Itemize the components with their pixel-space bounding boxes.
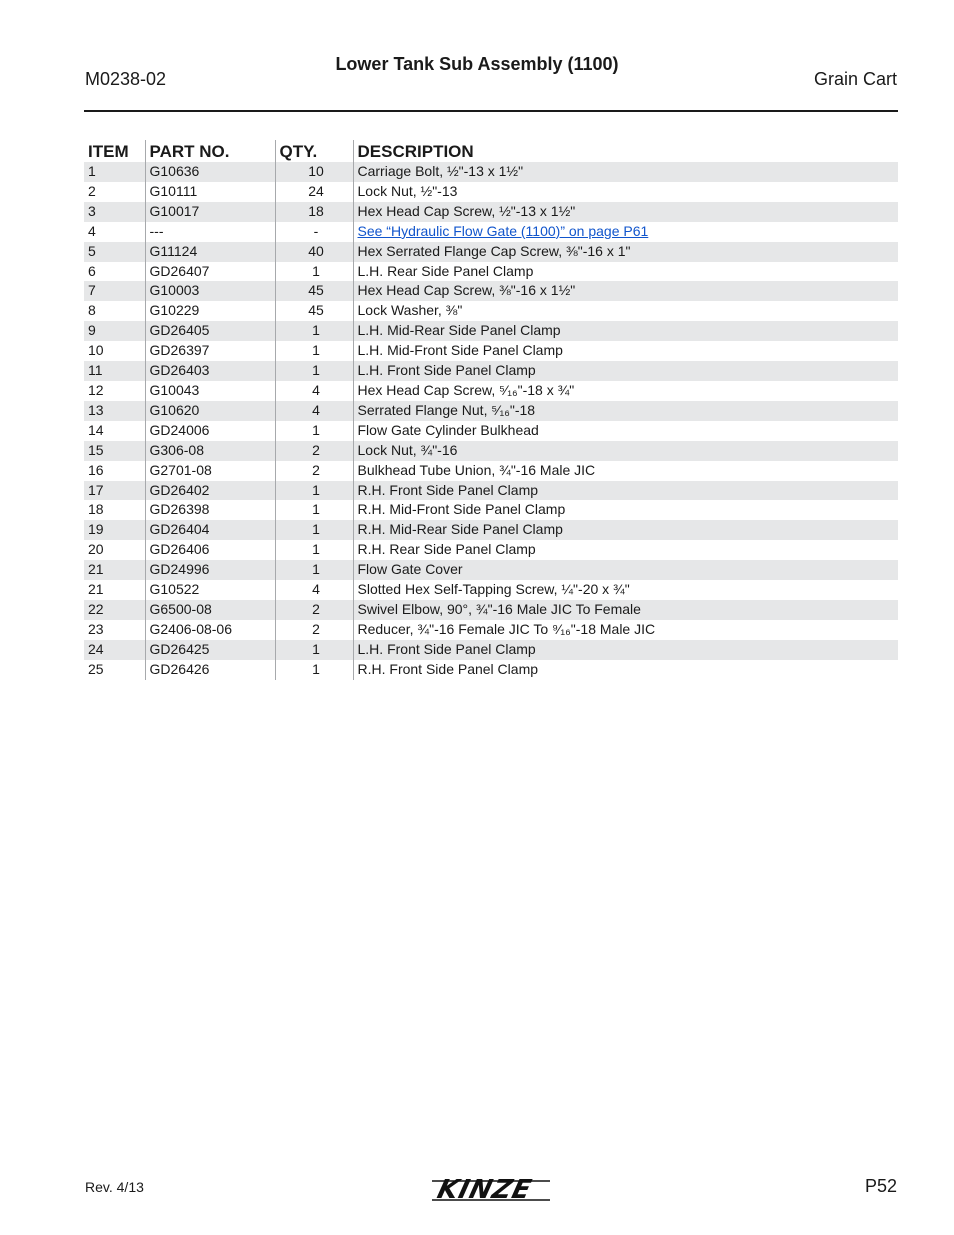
table-row	[84, 162, 898, 182]
cell-description: R.H. Front Side Panel Clamp	[353, 660, 898, 680]
cell-description: Lock Washer, ⅜"	[353, 301, 898, 321]
table-row	[84, 640, 898, 660]
cell-item: 7	[84, 281, 145, 301]
table-row	[84, 481, 898, 501]
cell-qty: 2	[275, 600, 353, 620]
cell-qty: 1	[275, 361, 353, 381]
cell-qty: 4	[275, 580, 353, 600]
table-row	[84, 242, 898, 262]
table-row	[84, 301, 898, 321]
cell-description: Serrated Flange Nut, ⁵⁄₁₆"-18	[353, 401, 898, 421]
cell-qty: 45	[275, 301, 353, 321]
cell-description: Hex Head Cap Screw, ½"-13 x 1½"	[353, 202, 898, 222]
table-row	[84, 600, 898, 620]
cell-qty: 1	[275, 640, 353, 660]
col-header-part-no: PART NO.	[145, 140, 275, 162]
cell-description: Hex Head Cap Screw, ⅜"-16 x 1½"	[353, 281, 898, 301]
cell-item: 22	[84, 600, 145, 620]
cell-description: L.H. Rear Side Panel Clamp	[353, 262, 898, 282]
cell-part-no: GD26425	[145, 640, 275, 660]
cell-qty: 24	[275, 182, 353, 202]
cell-description: Hex Head Cap Screw, ⁵⁄₁₆"-18 x ¾"	[353, 381, 898, 401]
cell-description: Lock Nut, ¾"-16	[353, 441, 898, 461]
cell-qty: 40	[275, 242, 353, 262]
cell-part-no: G10620	[145, 401, 275, 421]
cell-qty: -	[275, 222, 353, 242]
cell-item: 19	[84, 520, 145, 540]
cell-qty: 10	[275, 162, 353, 182]
cell-item: 1	[84, 162, 145, 182]
table-header-row	[84, 140, 898, 162]
table-row	[84, 321, 898, 341]
cell-description: Hex Serrated Flange Cap Screw, ⅜"-16 x 1"	[353, 242, 898, 262]
cell-item: 3	[84, 202, 145, 222]
cell-description: L.H. Mid-Rear Side Panel Clamp	[353, 321, 898, 341]
cell-part-no: GD26398	[145, 500, 275, 520]
cell-part-no: G2406-08-06	[145, 620, 275, 640]
cell-part-no: G10229	[145, 301, 275, 321]
cell-description: R.H. Mid-Rear Side Panel Clamp	[353, 520, 898, 540]
cell-qty: 2	[275, 620, 353, 640]
cell-qty: 4	[275, 381, 353, 401]
table-row	[84, 540, 898, 560]
table-row	[84, 281, 898, 301]
cell-item: 4	[88, 222, 96, 239]
table-row	[84, 401, 898, 421]
cell-part-no: G11124	[145, 242, 275, 262]
cell-item: 16	[88, 461, 104, 478]
table-row	[84, 441, 898, 461]
cell-part-no: GD26406	[145, 540, 275, 560]
cell-part-no: GD26407	[145, 262, 275, 282]
col-header-description: DESCRIPTION	[353, 140, 898, 162]
cell-qty: 1	[275, 321, 353, 341]
table-row	[84, 202, 898, 222]
table-row	[84, 560, 898, 580]
table-row	[84, 381, 898, 401]
revision-label: Rev. 4/13	[85, 1179, 144, 1195]
cell-part-no: G2701-08	[145, 461, 275, 481]
cell-qty: 1	[275, 341, 353, 361]
cell-description: L.H. Front Side Panel Clamp	[353, 361, 898, 381]
cell-part-no: GD26397	[145, 341, 275, 361]
table-row	[84, 620, 898, 640]
cell-qty: 1	[275, 421, 353, 441]
cell-item: 20	[88, 541, 104, 558]
cell-qty: 1	[275, 560, 353, 580]
cell-qty: 45	[275, 281, 353, 301]
table-row	[84, 500, 898, 520]
cell-qty: 1	[275, 262, 353, 282]
cell-part-no: GD26404	[145, 520, 275, 540]
cell-item: 24	[84, 640, 145, 660]
header-rule	[84, 110, 898, 112]
cell-qty: 2	[275, 441, 353, 461]
parts-table-body	[84, 162, 898, 680]
cell-item: 25	[88, 660, 104, 677]
cell-description: Carriage Bolt, ½"-13 x 1½"	[353, 162, 898, 182]
cell-item: 11	[84, 361, 145, 381]
cell-description: L.H. Mid-Front Side Panel Clamp	[353, 341, 898, 361]
cell-part-no: G10003	[145, 281, 275, 301]
cell-part-no: G10043	[145, 381, 275, 401]
page-number: P52	[864, 1176, 897, 1196]
table-row	[84, 421, 898, 441]
doc-number: M0238-02	[85, 69, 167, 89]
cell-qty: 18	[275, 202, 353, 222]
cell-part-no: G10017	[145, 202, 275, 222]
cell-description: R.H. Mid-Front Side Panel Clamp	[353, 500, 898, 520]
cell-qty: 2	[275, 461, 353, 481]
table-row	[84, 341, 898, 361]
table-row	[84, 580, 898, 600]
table-row	[84, 361, 898, 381]
cell-item: 18	[88, 501, 104, 518]
cell-part-no: G10111	[145, 182, 275, 202]
table-row	[84, 520, 898, 540]
cell-part-no: ---	[145, 222, 275, 242]
cell-item: 10	[88, 342, 104, 359]
cell-item: 5	[84, 242, 145, 262]
cross-reference-link[interactable]: See “Hydraulic Flow Gate (1100)” on page P61	[357, 222, 649, 239]
cell-qty: 1	[275, 540, 353, 560]
cell-qty: 4	[275, 401, 353, 421]
cell-description	[353, 222, 898, 242]
cell-item: 14	[88, 421, 104, 438]
cell-part-no: G306-08	[145, 441, 275, 461]
cell-description: Reducer, ¾"-16 Female JIC To ⁹⁄₁₆"-18 Male JIC	[353, 620, 898, 640]
cell-item: 21	[88, 581, 104, 598]
cell-description: Lock Nut, ½"-13	[353, 182, 898, 202]
cell-part-no: GD26405	[145, 321, 275, 341]
cell-qty: 1	[275, 500, 353, 520]
kinze-logo	[430, 1175, 552, 1205]
cell-part-no: GD24006	[145, 421, 275, 441]
cell-description: R.H. Rear Side Panel Clamp	[353, 540, 898, 560]
cell-part-no: GD26402	[145, 481, 275, 501]
cell-item: 21	[84, 560, 145, 580]
cell-item: 17	[84, 481, 145, 501]
table-row	[84, 182, 898, 202]
cell-qty: 1	[275, 481, 353, 501]
cell-description: Flow Gate Cylinder Bulkhead	[353, 421, 898, 441]
table-row	[84, 222, 898, 242]
cell-item: 12	[88, 381, 104, 398]
col-header-item: ITEM	[88, 142, 129, 161]
product-name: Grain Cart	[813, 69, 897, 89]
cell-item: 23	[88, 620, 104, 637]
cell-description: Bulkhead Tube Union, ¾"-16 Male JIC	[353, 461, 898, 481]
cell-item: 2	[88, 182, 96, 199]
page-title: Lower Tank Sub Assembly (1100)	[335, 54, 619, 74]
table-row	[84, 461, 898, 481]
cell-part-no: G10522	[145, 580, 275, 600]
cell-part-no: G6500-08	[145, 600, 275, 620]
cell-item: 9	[84, 321, 145, 341]
cell-part-no: GD24996	[145, 560, 275, 580]
cell-description: Swivel Elbow, 90°, ¾"-16 Male JIC To Female	[353, 600, 898, 620]
cell-description: R.H. Front Side Panel Clamp	[353, 481, 898, 501]
cell-description: Slotted Hex Self-Tapping Screw, ¼"-20 x ¾"	[353, 580, 898, 600]
cell-item: 15	[84, 441, 145, 461]
cell-qty: 1	[275, 520, 353, 540]
cell-description: Flow Gate Cover	[353, 560, 898, 580]
cell-part-no: G10636	[145, 162, 275, 182]
kinze-logo-text: KINZE	[434, 1175, 535, 1205]
cell-item: 13	[84, 401, 145, 421]
table-row	[84, 262, 898, 282]
cell-item: 8	[88, 302, 96, 319]
cell-item: 6	[88, 262, 96, 279]
cell-description: L.H. Front Side Panel Clamp	[353, 640, 898, 660]
parts-table	[84, 140, 898, 680]
table-row	[84, 660, 898, 680]
cell-part-no: GD26403	[145, 361, 275, 381]
cell-part-no: GD26426	[145, 660, 275, 680]
cell-qty: 1	[275, 660, 353, 680]
col-header-qty: QTY.	[275, 140, 353, 162]
